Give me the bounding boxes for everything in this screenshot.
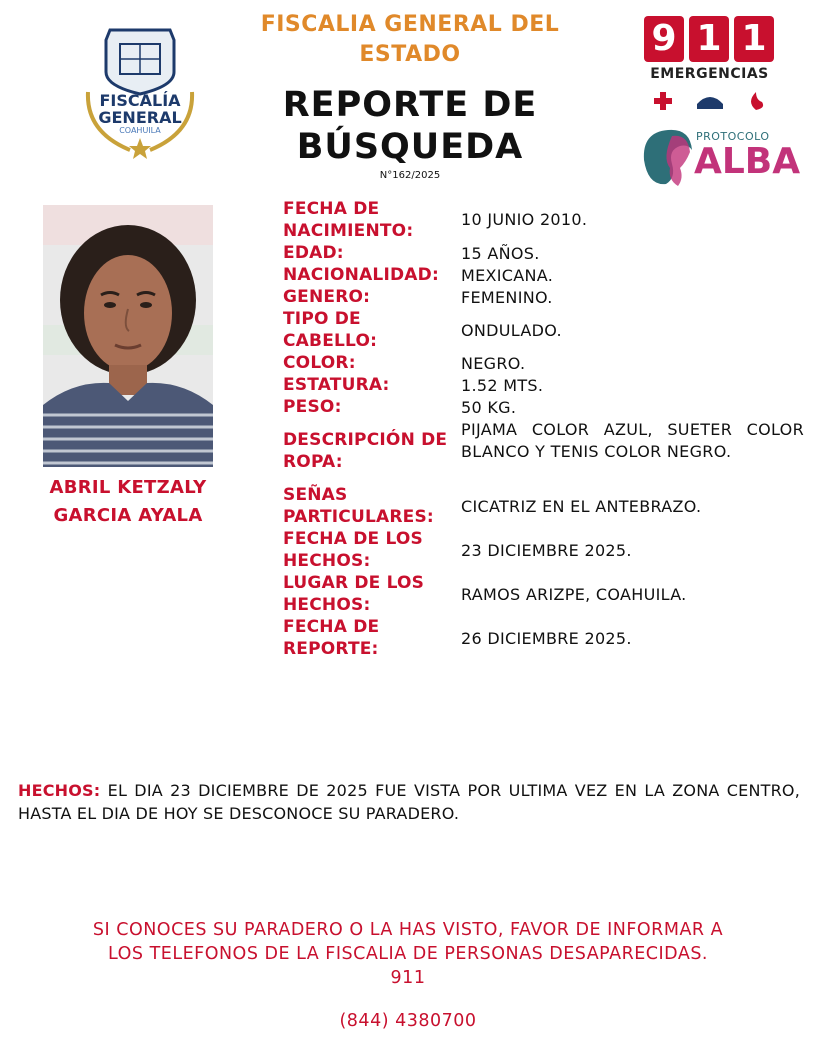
hechos-label: HECHOS:	[18, 781, 101, 800]
value-genero: FEMENINO.	[461, 288, 553, 307]
emergencias-911-logo	[642, 16, 777, 116]
name-line-1: ABRIL KETZALY	[49, 477, 207, 498]
digit-9: 9	[644, 16, 684, 62]
missing-person-name	[30, 474, 226, 530]
label-lugar-hechos: LUGAR DE LOS HECHOS:	[283, 573, 425, 615]
hechos-text: EL DIA 23 DICIEMBRE DE 2025 FUE VISTA POR ULTIMA VEZ EN LA ZONA CENTRO, HASTA EL DIA DE HOY SE DESCONOCE SU PARADERO.	[18, 781, 800, 823]
name-line-2: GARCIA AYALA	[53, 505, 203, 526]
label-color: COLOR:	[283, 353, 356, 373]
title-line-1: REPORTE DE	[282, 85, 538, 125]
value-peso: 50 KG.	[461, 398, 517, 417]
emergency-services-icons	[642, 88, 777, 116]
organization-name	[230, 10, 590, 70]
value-tipo-cabello: ONDULADO.	[461, 321, 562, 340]
contact-line-3: 911	[390, 968, 426, 988]
value-descripcion-ropa: PIJAMA COLOR AZUL, SUETER COLOR BLANCO Y TENIS COLOR NEGRO.	[461, 420, 804, 461]
label-nacionalidad: NACIONALIDAD:	[283, 265, 439, 285]
contact-message	[20, 918, 796, 990]
value-estatura: 1.52 MTS.	[461, 376, 544, 395]
organization-line-1: FISCALIA GENERAL DEL	[260, 12, 560, 37]
contact-line-2: LOS TELEFONOS DE LA FISCALIA DE PERSONAS DESAPARECIDAS.	[108, 944, 708, 964]
digit-1-second: 1	[734, 16, 774, 62]
title-line-2: BÚSQUEDA	[296, 127, 524, 167]
contact-line-1: SI CONOCES SU PARADERO O LA HAS VISTO, FAVOR DE INFORMAR A	[92, 920, 724, 940]
value-fecha-nacimiento: 10 JUNIO 2010.	[461, 210, 588, 229]
emergencias-text: EMERGENCIAS	[650, 66, 769, 82]
organization-line-2: ESTADO	[359, 42, 461, 67]
label-fecha-nacimiento: FECHA DE NACIMIENTO:	[283, 199, 414, 241]
missing-person-photo	[43, 205, 213, 467]
value-fecha-hechos: 23 DICIEMBRE 2025.	[461, 541, 632, 560]
value-lugar-hechos: RAMOS ARIZPE, COAHUILA.	[461, 585, 687, 604]
police-cap-icon	[697, 97, 723, 109]
label-senas-particulares: SEÑAS PARTICULARES:	[283, 485, 434, 527]
label-edad: EDAD:	[283, 243, 344, 263]
portrait-illustration	[43, 205, 213, 467]
value-color: NEGRO.	[461, 354, 526, 373]
label-estatura: ESTATURA:	[283, 375, 390, 395]
label-fecha-hechos: FECHA DE LOS HECHOS:	[283, 529, 423, 571]
hechos-paragraph	[18, 779, 800, 825]
report-number: N°162/2025	[379, 170, 441, 181]
value-fecha-reporte: 26 DICIEMBRE 2025.	[461, 629, 632, 648]
page-title	[230, 84, 590, 168]
label-fecha-reporte: FECHA DE REPORTE:	[283, 617, 380, 659]
value-edad: 15 AÑOS.	[461, 244, 540, 263]
fiscalia-logo-line-3: COAHUILA	[119, 126, 161, 135]
fiscalia-logo-text	[80, 92, 200, 136]
fire-icon	[751, 92, 763, 110]
alba-small-text: PROTOCOLO	[696, 130, 770, 143]
digit-1-first: 1	[689, 16, 729, 62]
fiscalia-general-logo	[80, 22, 200, 162]
value-senas-particulares: CICATRIZ EN EL ANTEBRAZO.	[461, 497, 702, 516]
label-peso: PESO:	[283, 397, 342, 417]
contact-phone: (844) 4380700	[339, 1011, 477, 1031]
label-genero: GENERO:	[283, 287, 371, 307]
fiscalia-logo-line-2: GENERAL	[98, 108, 182, 127]
protocolo-alba-logo	[638, 128, 801, 188]
medical-cross-icon	[654, 92, 672, 110]
label-tipo-cabello: TIPO DE CABELLO:	[283, 309, 378, 351]
label-descripcion-ropa: DESCRIPCIÓN DE ROPA:	[283, 430, 448, 472]
value-nacionalidad: MEXICANA.	[461, 266, 554, 285]
alba-big-text: ALBA	[694, 141, 801, 182]
fiscalia-logo-line-1: FISCALÍA	[99, 91, 181, 110]
